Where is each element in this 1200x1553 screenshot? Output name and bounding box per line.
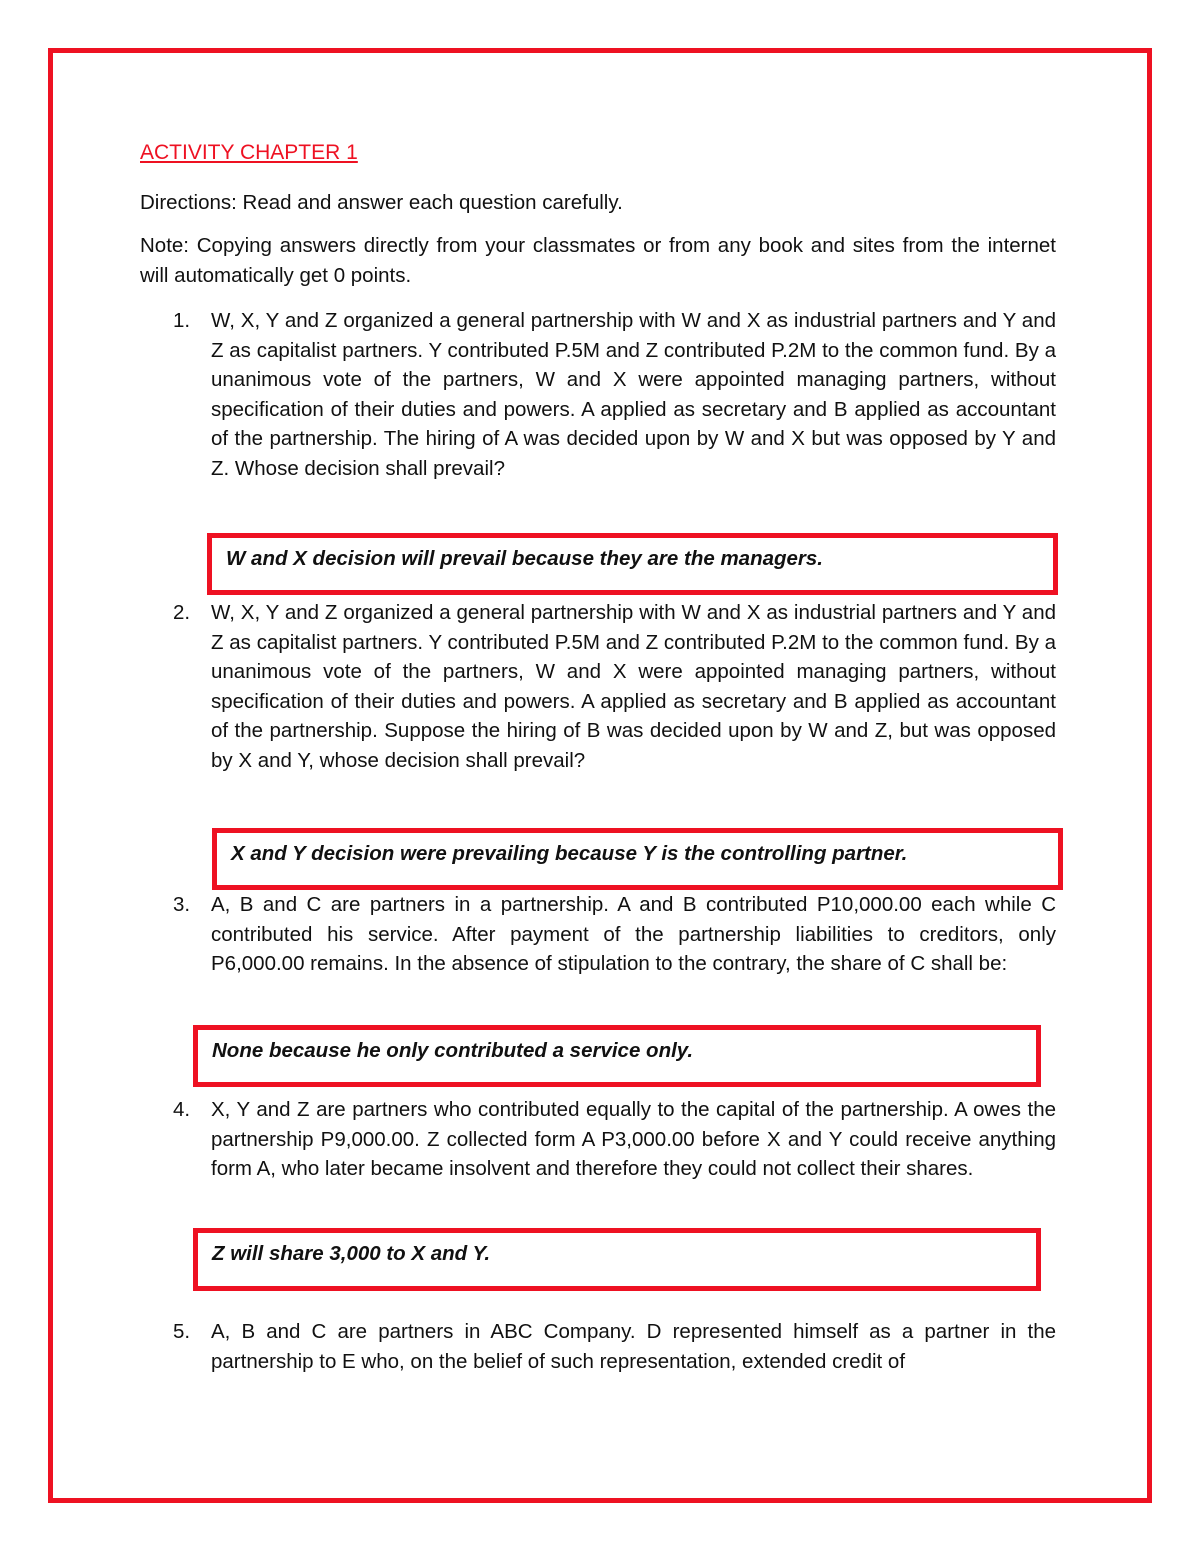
question-text: X, Y and Z are partners who contributed equally to the capital of the partnership. A owes the partnership P9,000.00. Z collected form A P3,000.00 before X and Y could receive anything form A, who later became insolvent and therefore they could not collect their shares.	[211, 1098, 1056, 1180]
answer-box-4	[193, 1228, 1041, 1291]
question-number: 5.	[173, 1320, 191, 1343]
note-text: Note: Copying answers directly from your classmates or from any book and sites from the internet will automatically get 0 points.	[140, 234, 1056, 287]
question-4	[140, 1095, 1056, 1184]
question-text: W, X, Y and Z organized a general partnership with W and X as industrial partners and Y and Z as capitalist partners. Y contributed P.5M and Z contributed P.2M to the common fund. By a unanimous vote of the partners, W and X were appointed managing partners, without specification of their duties and powers. A applied as secretary and B applied as accountant of the partnership. The hiring of A was decided upon by W and X but was opposed by Y and Z. Whose decision shall prevail?	[211, 309, 1056, 480]
question-number: 1.	[173, 309, 191, 332]
answer-text: None because he only contributed a service only.	[212, 1039, 694, 1062]
answer-text: Z will share 3,000 to X and Y.	[212, 1242, 491, 1265]
question-text: A, B and C are partners in ABC Company. D represented himself as a partner in the partnership to E who, on the belief of such representation, extended credit of	[211, 1320, 1056, 1373]
question-5	[140, 1317, 1056, 1376]
answer-box-3	[193, 1025, 1041, 1087]
question-number: 2.	[173, 601, 191, 624]
answer-box-2	[212, 828, 1063, 890]
question-text: A, B and C are partners in a partnership. A and B contributed P10,000.00 each while C contributed his service. After payment of the partnership liabilities to creditors, only P6,000.00 remains. In the absence of stipulation to the contrary, the share of C shall be:	[211, 893, 1056, 975]
page-title: ACTIVITY CHAPTER 1	[140, 141, 358, 164]
question-3	[140, 890, 1056, 979]
answer-text: W and X decision will prevail because they are the managers.	[226, 547, 823, 570]
directions-text: Directions: Read and answer each question carefully.	[140, 191, 623, 214]
question-number: 4.	[173, 1098, 191, 1121]
question-number: 3.	[173, 893, 191, 916]
question-2	[140, 598, 1056, 775]
question-text: W, X, Y and Z organized a general partnership with W and X as industrial partners and Y and Z as capitalist partners. Y contributed P.5M and Z contributed P.2M to the common fund. By a unanimous vote of the partners, W and X were appointed managing partners, without specification of their duties and powers. A applied as secretary and B applied as accountant of the partnership. Suppose the hiring of B was decided upon by W and Z, but was opposed by X and Y, whose decision shall prevail?	[211, 601, 1056, 772]
answer-text: X and Y decision were prevailing because Y is the controlling partner.	[231, 842, 908, 865]
question-1	[140, 306, 1056, 483]
answer-box-1	[207, 533, 1058, 595]
